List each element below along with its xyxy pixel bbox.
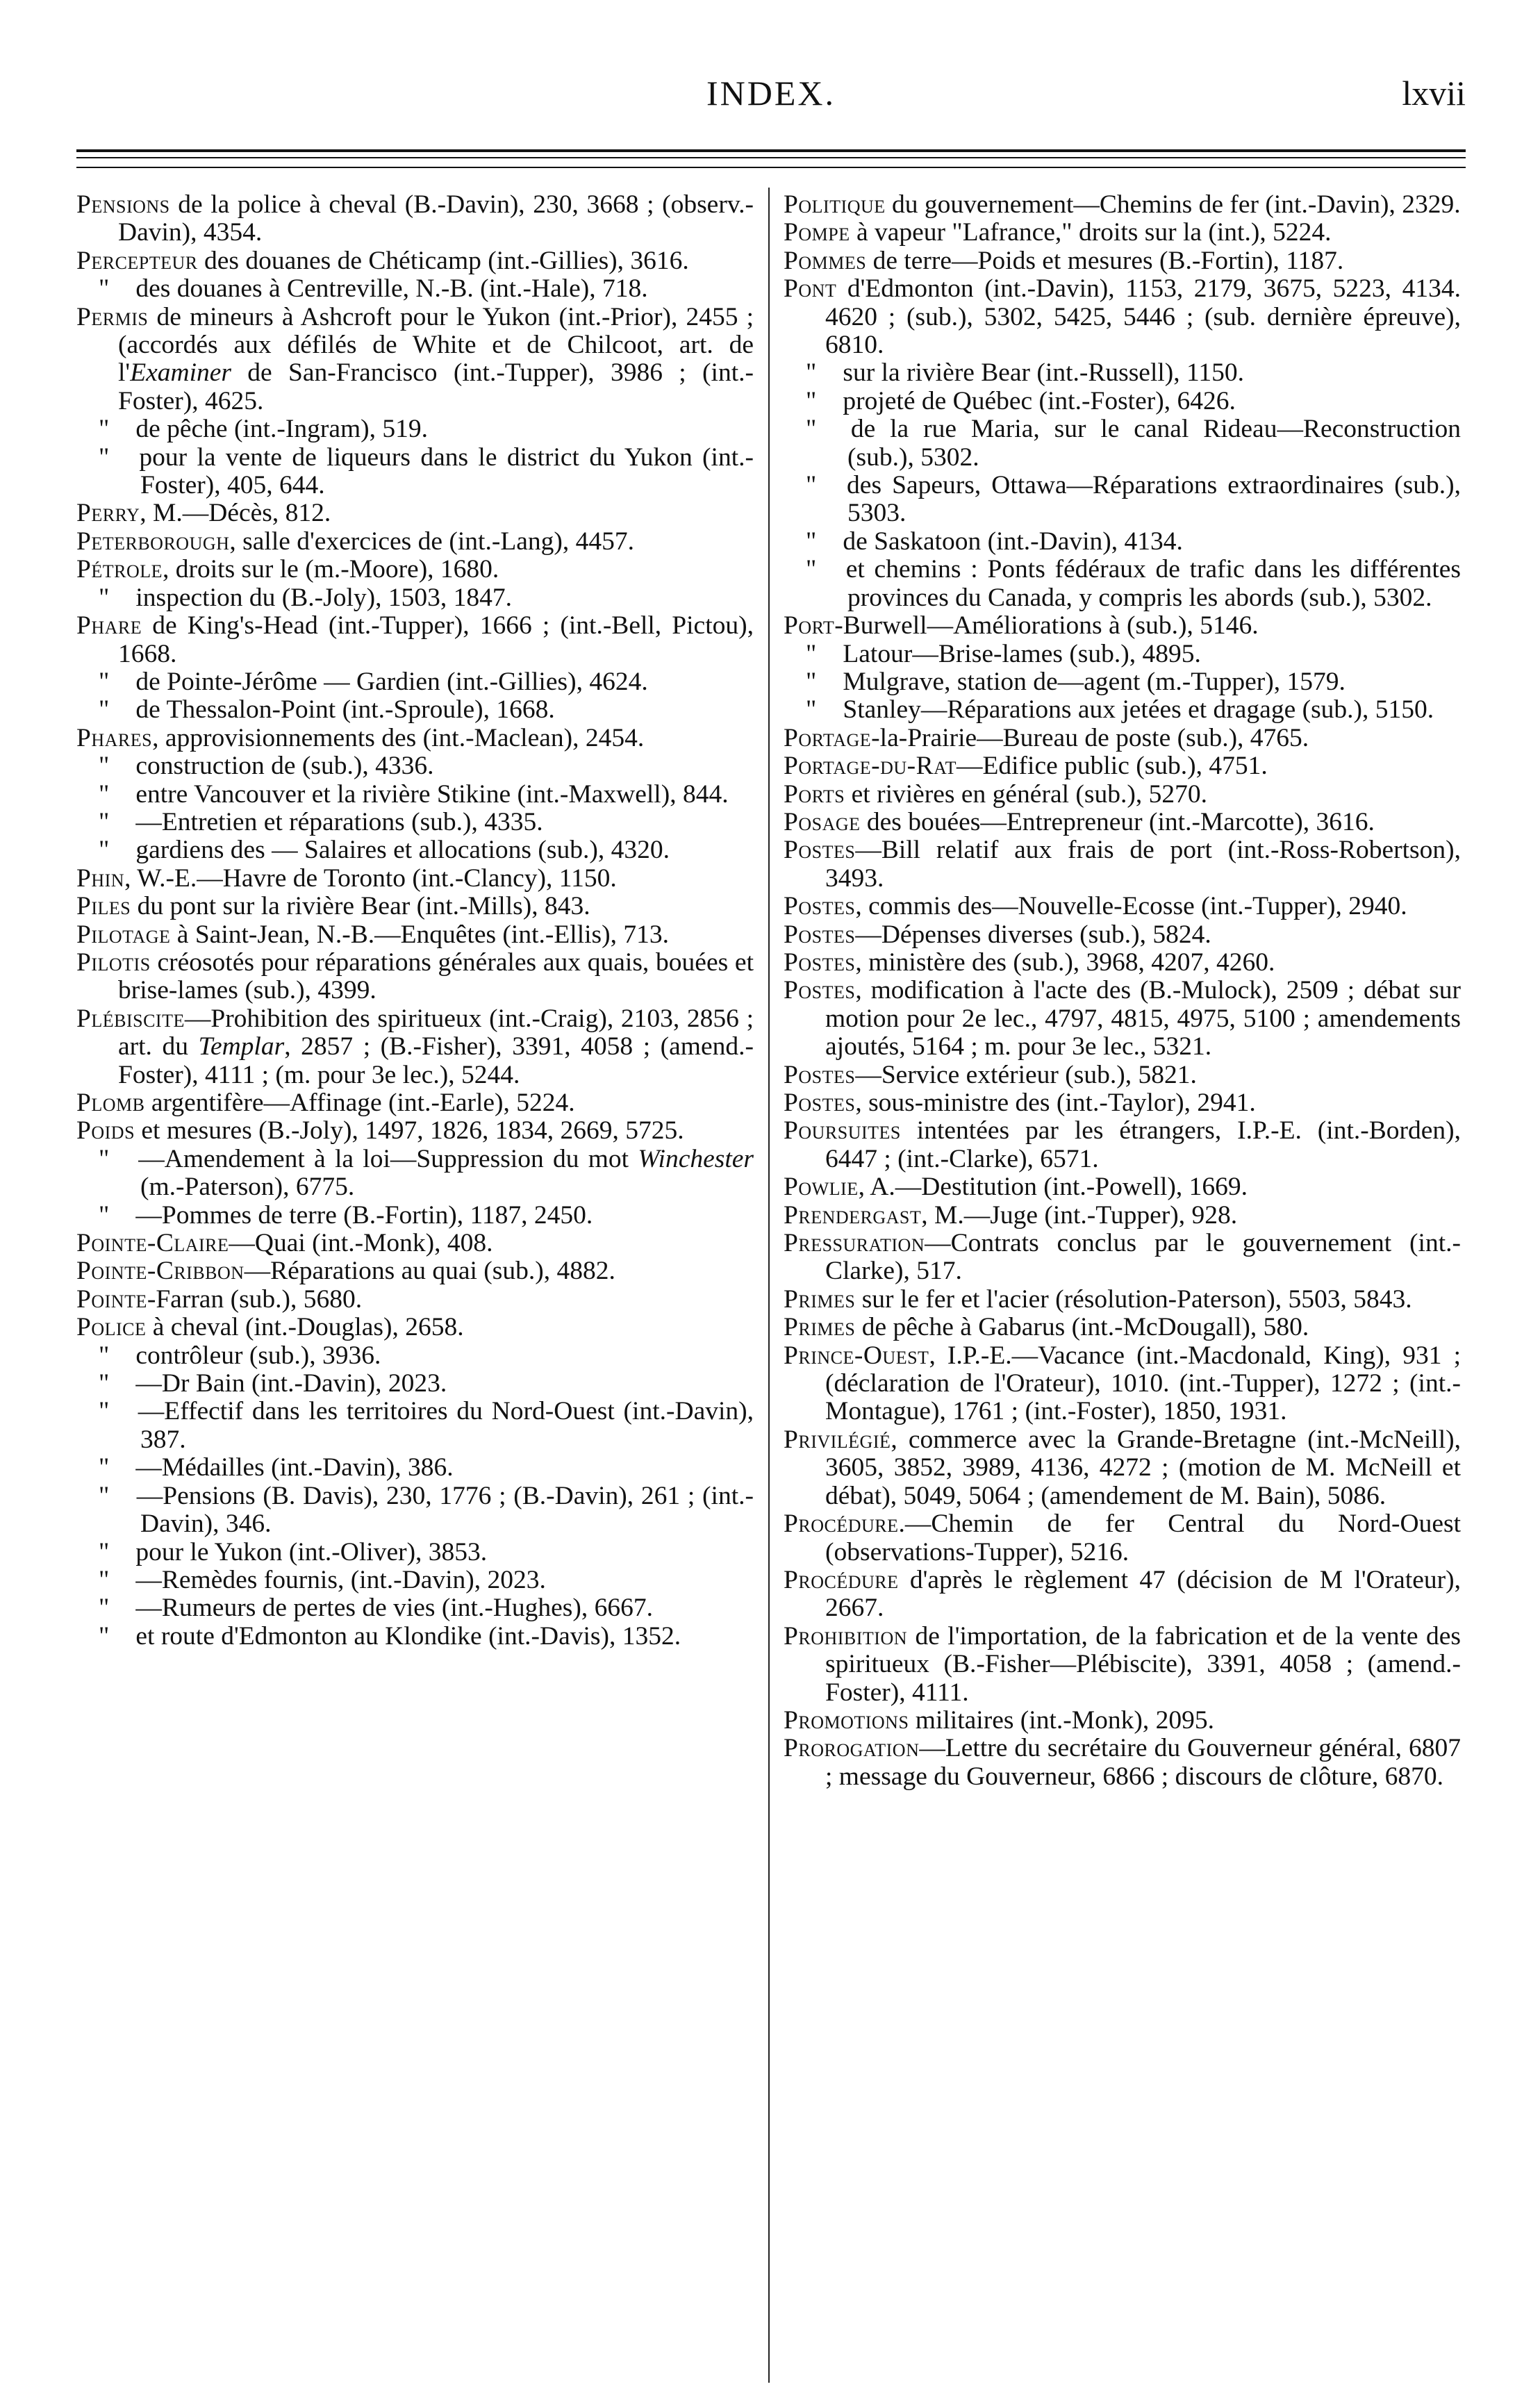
index-entry <box>76 1398 754 1454</box>
ditto-mark: " <box>99 1144 110 1173</box>
entry-keyword: Postes <box>784 948 856 977</box>
entry-keyword: Pont <box>784 274 837 304</box>
index-entry <box>784 1735 1461 1791</box>
index-entry <box>784 1089 1461 1117</box>
ditto-mark: " <box>99 1369 110 1398</box>
entry-text: à vapeur "Lafrance," droits sur la (int.), 5224. <box>850 218 1332 247</box>
index-entry <box>784 1566 1461 1623</box>
entry-text: de pêche à Gabarus (int.-McDougall), 580. <box>855 1313 1309 1342</box>
entry-text: (m.-Paterson), 6775. <box>140 1173 355 1202</box>
index-entry <box>76 752 754 780</box>
ditto-mark: " <box>806 695 817 725</box>
entry-keyword: Pompe <box>784 218 850 247</box>
index-column-right <box>784 191 1461 2393</box>
index-entry <box>784 893 1461 920</box>
entry-italic: Winchester <box>638 1144 754 1173</box>
entry-text: —Bill relatif aux frais de port (int.-Ross-Robertson), 3493. <box>825 836 1461 893</box>
entry-text: —Rumeurs de pertes de vies (int.-Hughes), 6667. <box>129 1594 654 1623</box>
index-entry <box>76 499 754 527</box>
entry-text: d'après le règlement 47 (décision de M l'Orateur), 2667. <box>825 1565 1461 1623</box>
index-entry <box>76 275 754 303</box>
ditto-mark: " <box>99 1397 110 1426</box>
index-entry <box>784 781 1461 809</box>
index-entry <box>784 275 1461 359</box>
index-entry <box>76 725 754 752</box>
entry-keyword: Poids <box>76 1116 135 1146</box>
index-entry <box>784 977 1461 1061</box>
entry-text: -Burwell—Améliorations à (sub.), 5146. <box>834 611 1259 640</box>
entry-text: , approvisionnements des (int.-Maclean), 2454. <box>152 723 645 752</box>
entry-text: —Lettre du secrétaire du Gouverneur général, 6807 ; message du Gouverneur, 6866 ; discours de clôture, 6870. <box>825 1734 1461 1791</box>
entry-keyword: Phares <box>76 723 153 752</box>
header-rule <box>76 149 1466 152</box>
index-entry <box>76 1342 754 1370</box>
entry-keyword: Portage-du-Rat <box>784 752 957 781</box>
entry-text: sur la rivière Bear (int.-Russell), 1150. <box>836 358 1244 388</box>
entry-keyword: Pilotage <box>76 920 171 949</box>
ditto-mark: " <box>99 807 110 836</box>
index-entry <box>76 893 754 920</box>
ditto-mark: " <box>99 836 110 865</box>
entry-keyword: Postes <box>784 920 856 949</box>
entry-keyword: Promotions <box>784 1705 909 1735</box>
entry-keyword: Politique <box>784 190 886 219</box>
entry-keyword: Prohibition <box>784 1621 908 1651</box>
entry-text: -Farran (sub.), 5680. <box>147 1284 363 1314</box>
page-header <box>76 73 1466 129</box>
entry-text: des bouées—Entrepreneur (int.-Marcotte), 3616. <box>860 807 1375 836</box>
index-entry <box>784 949 1461 977</box>
entry-keyword: Powlie <box>784 1173 859 1202</box>
ditto-mark: " <box>806 527 817 556</box>
entry-keyword: Pointe-Claire <box>76 1229 229 1258</box>
index-entry <box>76 781 754 809</box>
index-entry <box>76 1623 754 1651</box>
index-entry <box>784 725 1461 752</box>
entry-text: de terre—Poids et mesures (B.-Fortin), 1187. <box>866 246 1344 275</box>
index-entry <box>784 247 1461 275</box>
index-entry <box>784 1426 1461 1510</box>
ditto-mark: " <box>99 1565 110 1594</box>
entry-keyword: Poursuites <box>784 1116 901 1146</box>
ditto-mark: " <box>99 1341 110 1370</box>
ditto-mark: " <box>99 779 110 809</box>
entry-keyword: Primes <box>784 1313 856 1342</box>
entry-text: Stanley—Réparations aux jetées et dragage (sub.), 5150. <box>836 695 1434 725</box>
index-entry <box>76 921 754 949</box>
ditto-mark: " <box>806 471 817 500</box>
entry-text: , W.-E.—Havre de Toronto (int.-Clancy), 1150. <box>124 863 617 893</box>
entry-text: d'Edmonton (int.-Davin), 1153, 2179, 3675, 5223, 4134. 4620 ; (sub.), 5302, 5425, 5446 ; (sub. dernière épreuve), 6810. <box>825 274 1461 360</box>
entry-text: , M.—Juge (int.-Tupper), 928. <box>921 1200 1238 1230</box>
header-rule <box>76 167 1466 168</box>
entry-keyword: Peterborough <box>76 527 230 556</box>
index-entry <box>784 752 1461 780</box>
entry-text: —Remèdes fournis, (int.-Davin), 2023. <box>129 1565 546 1594</box>
entry-keyword: Pétrole <box>76 555 163 584</box>
index-entry <box>784 1202 1461 1230</box>
entry-text: militaires (int.-Monk), 2095. <box>909 1705 1214 1735</box>
index-entry <box>784 219 1461 247</box>
index-entry <box>76 304 754 416</box>
entry-text: construction de (sub.), 4336. <box>129 752 434 781</box>
index-entry <box>76 949 754 1005</box>
index-entry <box>76 1286 754 1314</box>
ditto-mark: " <box>99 1453 110 1482</box>
index-entry <box>76 1005 754 1089</box>
entry-text: de la rue Maria, sur le canal Rideau—Reconstruction (sub.), 5302. <box>836 415 1461 472</box>
index-entry <box>784 472 1461 528</box>
ditto-mark: " <box>806 386 817 415</box>
entry-keyword: Pointe <box>76 1284 147 1314</box>
column-divider <box>768 188 770 2383</box>
entry-text: à cheval (int.-Douglas), 2658. <box>146 1313 464 1342</box>
index-entry <box>784 640 1461 668</box>
entry-text: , 2857 ; (B.-Fisher), 3391, 4058 ; (amend.-Foster), 4111 ; (m. pour 3e lec.), 5244. <box>118 1032 754 1089</box>
entry-text: , droits sur le (m.-Moore), 1680. <box>163 555 499 584</box>
entry-keyword: Postes <box>784 1089 856 1117</box>
entry-text: de Thessalon-Point (int.-Sproule), 1668. <box>129 695 555 725</box>
index-entry <box>784 696 1461 724</box>
ditto-mark: " <box>806 639 817 668</box>
entry-keyword: Procédure <box>784 1565 899 1594</box>
entry-text: —Service extérieur (sub.), 5821. <box>855 1060 1197 1089</box>
entry-keyword: Procédure <box>784 1510 899 1539</box>
entry-text: -la-Prairie—Bureau de poste (sub.), 4765. <box>871 723 1309 752</box>
ditto-mark: " <box>806 667 817 696</box>
entry-text: Latour—Brise-lames (sub.), 4895. <box>836 639 1201 668</box>
entry-text: —Pensions (B. Davis), 230, 1776 ; (B.-Davin), 261 ; (int.-Davin), 346. <box>129 1481 754 1539</box>
ditto-mark: " <box>99 667 110 696</box>
entry-text: , commis des—Nouvelle-Ecosse (int.-Tupper), 2940. <box>855 892 1407 921</box>
entry-text: de San-Francisco (int.-Tupper), 3986 ; (int.-Foster), 4625. <box>118 358 754 415</box>
index-entry <box>76 556 754 584</box>
index-entry <box>76 1370 754 1398</box>
entry-keyword: Piles <box>76 892 131 921</box>
ditto-mark: " <box>806 555 817 584</box>
entry-text: et chemins : Ponts fédéraux de trafic dans les différentes provinces du Canada, y compris les abords (sub.), 5302. <box>836 555 1461 612</box>
index-entry <box>784 415 1461 472</box>
entry-text: du gouvernement—Chemins de fer (int.-Davin), 2329. <box>885 190 1461 219</box>
entry-text: Mulgrave, station de—agent (m.-Tupper), 1579. <box>836 667 1346 696</box>
ditto-mark: " <box>99 695 110 725</box>
entry-text: de la police à cheval (B.-Davin), 230, 3668 ; (observ.-Davin), 4354. <box>118 190 754 247</box>
page-number: lxvii <box>1402 74 1466 113</box>
page-title: INDEX. <box>706 74 836 113</box>
index-entry <box>76 1089 754 1117</box>
entry-keyword: Portage <box>784 723 872 752</box>
entry-text: —Dépenses diverses (sub.), 5824. <box>855 920 1211 949</box>
entry-text: et route d'Edmonton au Klondike (int.-Davis), 1352. <box>129 1621 681 1651</box>
ditto-mark: " <box>99 1200 110 1230</box>
entry-keyword: Prendergast <box>784 1200 922 1230</box>
entry-text: —Amendement à la loi—Suppression du mot <box>129 1144 638 1173</box>
ditto-mark: " <box>99 752 110 781</box>
index-entry <box>784 1286 1461 1314</box>
entry-text: de l'importation, de la fabrication et de la vente des spiritueux (B.-Fisher—Plébiscite), 3391, 4058 ; (amend.-Foster), 4111. <box>825 1621 1461 1707</box>
index-entry <box>76 247 754 275</box>
entry-keyword: Postes <box>784 976 856 1005</box>
entry-keyword: Plébiscite <box>76 1004 185 1033</box>
entry-keyword: Port <box>784 611 835 640</box>
index-entry <box>784 191 1461 219</box>
index-entry <box>784 668 1461 696</box>
index-entry <box>76 1202 754 1230</box>
index-entry <box>76 1257 754 1285</box>
index-entry <box>76 809 754 836</box>
entry-text: —Pommes de terre (B.-Fortin), 1187, 2450. <box>129 1200 593 1230</box>
entry-text: de pêche (int.-Ingram), 519. <box>129 415 429 444</box>
entry-keyword: Privilégié <box>784 1425 891 1454</box>
entry-text: pour la vente de liqueurs dans le district du Yukon (int.-Foster), 405, 644. <box>129 443 754 500</box>
index-entry <box>784 612 1461 640</box>
entry-text: —Dr Bain (int.-Davin), 2023. <box>129 1369 447 1398</box>
entry-text: —Effectif dans les territoires du Nord-Ouest (int.-Davin), 387. <box>129 1397 754 1454</box>
entry-text: sur le fer et l'acier (résolution-Paterson), 5503, 5843. <box>855 1284 1412 1314</box>
index-entry <box>76 1482 754 1539</box>
entry-keyword: Pensions <box>76 190 170 219</box>
index-entry <box>76 1566 754 1594</box>
index-entry <box>76 1594 754 1622</box>
index-entry <box>76 528 754 556</box>
entry-text: pour le Yukon (int.-Oliver), 3853. <box>129 1537 488 1566</box>
index-entry <box>76 1314 754 1341</box>
entry-keyword: Phare <box>76 611 142 640</box>
entry-text: .—Chemin de fer Central du Nord-Ouest (observations-Tupper), 5216. <box>825 1510 1461 1566</box>
ditto-mark: " <box>99 1481 110 1510</box>
entry-text: entre Vancouver et la rivière Stikine (int.-Maxwell), 844. <box>129 779 729 809</box>
entry-keyword: Prince-Ouest <box>784 1341 929 1370</box>
entry-text: créosotés pour réparations générales aux quais, bouées et brise-lames (sub.), 4399. <box>118 948 754 1005</box>
ditto-mark: " <box>806 415 817 444</box>
index-entry <box>784 1314 1461 1341</box>
entry-text: , A.—Destitution (int.-Powell), 1669. <box>858 1173 1248 1202</box>
index-entry <box>76 612 754 668</box>
entry-text: , commerce avec la Grande-Bretagne (int.-McNeill), 3605, 3852, 3989, 4136, 4272 ; (motion de M. McNeill et débat), 5049, 5064 ; (amendement de M. Bain), 5086. <box>825 1425 1461 1510</box>
entry-text: de King's-Head (int.-Tupper), 1666 ; (int.-Bell, Pictou), 1668. <box>118 611 754 668</box>
entry-keyword: Pointe-Cribbon <box>76 1257 245 1286</box>
entry-text: projeté de Québec (int.-Foster), 6426. <box>836 386 1236 415</box>
index-entry <box>784 1707 1461 1735</box>
entry-text: des Sapeurs, Ottawa—Réparations extraordinaires (sub.), 5303. <box>836 471 1461 528</box>
index-entry <box>784 836 1461 893</box>
entry-keyword: Phin <box>76 863 125 893</box>
index-entry <box>76 1454 754 1482</box>
entry-keyword: Postes <box>784 1060 856 1089</box>
entry-text: —Entretien et réparations (sub.), 4335. <box>129 807 543 836</box>
entry-text: —Contrats conclus par le gouvernement (int.-Clarke), 517. <box>825 1229 1461 1286</box>
index-entry <box>784 1061 1461 1089</box>
entry-text: de Saskatoon (int.-Davin), 4134. <box>836 527 1183 556</box>
index-entry <box>784 1623 1461 1707</box>
index-entry <box>76 668 754 696</box>
entry-text: —Réparations au quai (sub.), 4882. <box>244 1257 615 1286</box>
index-entry <box>76 191 754 247</box>
entry-keyword: Pressuration <box>784 1229 925 1258</box>
entry-keyword: Plomb <box>76 1089 145 1117</box>
entry-text: , salle d'exercices de (int.-Lang), 4457. <box>229 527 634 556</box>
entry-keyword: Prorogation <box>784 1734 920 1763</box>
ditto-mark: " <box>99 1594 110 1623</box>
entry-text: , M.—Décès, 812. <box>140 499 331 528</box>
ditto-mark: " <box>99 443 110 472</box>
entry-text: intentées par les étrangers, I.P.-E. (int.-Borden), 6447 ; (int.-Clarke), 6571. <box>825 1116 1461 1173</box>
index-entry <box>76 1146 754 1202</box>
entry-text: et mesures (B.-Joly), 1497, 1826, 1834, 2669, 5725. <box>135 1116 684 1146</box>
index-entry <box>784 1230 1461 1286</box>
entry-text: , sous-ministre des (int.-Taylor), 2941. <box>855 1089 1256 1117</box>
index-entry <box>76 415 754 443</box>
entry-keyword: Percepteur <box>76 246 198 275</box>
entry-text: à Saint-Jean, N.-B.—Enquêtes (int.-Ellis), 713. <box>170 920 669 949</box>
index-entry <box>76 584 754 612</box>
entry-text: argentifère—Affinage (int.-Earle), 5224. <box>144 1089 575 1117</box>
index-entry <box>76 444 754 500</box>
index-entry <box>76 865 754 893</box>
index-column-left <box>76 191 754 2393</box>
entry-text: gardiens des — Salaires et allocations (sub.), 4320. <box>129 836 670 865</box>
entry-keyword: Permis <box>76 302 149 331</box>
ditto-mark: " <box>99 583 110 612</box>
entry-keyword: Postes <box>784 892 856 921</box>
index-entry <box>76 836 754 864</box>
entry-text: des douanes de Chéticamp (int.-Gillies), 3616. <box>197 246 689 275</box>
ditto-mark: " <box>99 1537 110 1566</box>
entry-keyword: Pilotis <box>76 948 151 977</box>
index-entry <box>784 809 1461 836</box>
entry-text: des douanes à Centreville, N.-B. (int.-Hale), 718. <box>129 274 648 304</box>
index-entry <box>784 556 1461 612</box>
index-entry <box>784 1173 1461 1201</box>
entry-keyword: Ports <box>784 779 845 809</box>
header-rule <box>76 157 1466 158</box>
entry-text: et rivières en général (sub.), 5270. <box>845 779 1207 809</box>
entry-keyword: Perry <box>76 499 140 528</box>
entry-italic: Templar <box>198 1032 285 1061</box>
index-entry <box>784 1117 1461 1173</box>
index-entry <box>784 921 1461 949</box>
entry-keyword: Postes <box>784 836 856 865</box>
entry-text: , modification à l'acte des (B.-Mulock), 2509 ; débat sur motion pour 2e lec., 4797, 4815, 4975, 5100 ; amendements ajoutés, 5164 ; m. pour 3e lec., 5321. <box>825 976 1461 1061</box>
entry-text: du pont sur la rivière Bear (int.-Mills), 843. <box>131 892 590 921</box>
entry-text: inspection du (B.-Joly), 1503, 1847. <box>129 583 513 612</box>
ditto-mark: " <box>99 415 110 444</box>
entry-text: , I.P.-E.—Vacance (int.-Macdonald, King), 931 ; (déclaration de l'Orateur), 1010. (int.-Tupper), 1272 ; (int.-Montague), 1761 ; (int.-Foster), 1850, 1931. <box>825 1341 1461 1426</box>
index-entry <box>76 1539 754 1566</box>
entry-text: —Médailles (int.-Davin), 386. <box>129 1453 454 1482</box>
entry-italic: Examiner <box>130 358 231 388</box>
entry-keyword: Primes <box>784 1284 856 1314</box>
index-entry <box>784 1510 1461 1566</box>
entry-text: , ministère des (sub.), 3968, 4207, 4260. <box>855 948 1275 977</box>
index-entry <box>76 1230 754 1257</box>
entry-keyword: Pommes <box>784 246 867 275</box>
ditto-mark: " <box>99 274 110 304</box>
entry-keyword: Police <box>76 1313 147 1342</box>
ditto-mark: " <box>99 1621 110 1651</box>
entry-text: —Quai (int.-Monk), 408. <box>229 1229 493 1258</box>
entry-text: de Pointe-Jérôme — Gardien (int.-Gillies), 4624. <box>129 667 648 696</box>
entry-text: contrôleur (sub.), 3936. <box>129 1341 381 1370</box>
index-entry <box>784 528 1461 556</box>
ditto-mark: " <box>806 358 817 388</box>
index-entry <box>784 388 1461 415</box>
entry-keyword: Posage <box>784 807 861 836</box>
index-entry <box>784 359 1461 387</box>
index-entry <box>76 1117 754 1145</box>
index-entry <box>76 696 754 724</box>
entry-text: —Edifice public (sub.), 4751. <box>956 752 1268 781</box>
entry-text: —Prohibition des spiritueux (int.-Craig), 2103, 2856 ; art. du <box>118 1004 754 1061</box>
entry-text: de mineurs à Ashcroft pour le Yukon (int.-Prior), 2455 ; (accordés aux défilés de White et de Chilcoot, art. de l' <box>118 302 754 388</box>
index-entry <box>784 1342 1461 1426</box>
